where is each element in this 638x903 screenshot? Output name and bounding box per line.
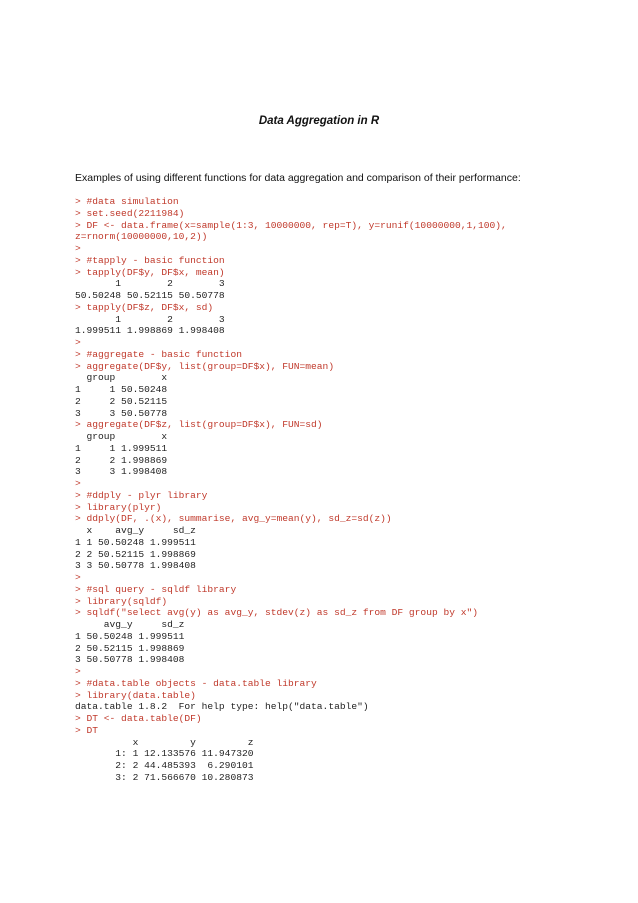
code-output-line: 3: 2 71.566670 10.280873 [75, 771, 254, 783]
code-input-line: > [75, 243, 81, 254]
code-input-line: > DT [75, 724, 99, 736]
code-output-line: 3 3 50.50778 [75, 407, 168, 419]
code-input-line: > #tapply - basic function [75, 254, 225, 266]
document-title: Data Aggregation in R [258, 115, 380, 127]
code-input-line: > [75, 478, 81, 489]
code-input-line: > aggregate(DF$y, list(group=DF$x), FUN=mean) [75, 360, 335, 372]
code-output-line: x avg_y sd_z [75, 525, 196, 536]
r-console-code-block [75, 196, 595, 784]
code-input-line: > #aggregate - basic function [75, 348, 242, 360]
intro-paragraph: Examples of using different functions for data aggregation and comparison of their performance: [75, 172, 521, 184]
code-output-line: 1 50.50248 1.999511 [75, 630, 185, 642]
code-output-line: 3 3 1.998408 [75, 466, 168, 478]
code-input-line: > aggregate(DF$z, list(group=DF$x), FUN=sd) [75, 419, 323, 431]
code-input-line: > #data.table objects - data.table library [75, 677, 317, 689]
code-output-line: 1 2 3 [75, 278, 225, 290]
code-input-line: > library(sqldf) [75, 595, 168, 607]
code-input-line: > #ddply - plyr library [75, 489, 208, 501]
code-input-line: > tapply(DF$y, DF$x, mean) [75, 266, 225, 278]
code-output-line: 2 2 1.998869 [75, 454, 168, 466]
code-input-line: z=rnorm(10000000,10,2)) [75, 231, 208, 243]
code-input-line: > DF <- data.frame(x=sample(1:3, 10000000, rep=T), y=runif(10000000,1,100), [75, 219, 507, 231]
code-output-line: 3 50.50778 1.998408 [75, 654, 185, 666]
code-input-line: > library(data.table) [75, 689, 196, 701]
code-output-line: 1 1 50.50248 [75, 384, 168, 395]
code-output-line: avg_y sd_z [75, 619, 185, 630]
code-output-line: 2 2 50.52115 [75, 395, 168, 407]
code-output-line: group x [75, 431, 168, 442]
code-output-line: 1.999511 1.998869 1.998408 [75, 325, 225, 337]
code-output-line: group x [75, 372, 168, 384]
code-input-line: > [75, 666, 81, 677]
code-output-line: data.table 1.8.2 For help type: help("data.table") [75, 701, 369, 713]
code-output-line: 50.50248 50.52115 50.50778 [75, 290, 225, 301]
code-output-line: 1 1 1.999511 [75, 442, 168, 454]
code-input-line: > ddply(DF, .(x), summarise, avg_y=mean(y), sd_z=sd(z)) [75, 513, 392, 525]
code-input-line: > [75, 572, 81, 583]
code-input-line: > [75, 337, 81, 348]
code-output-line: 3 3 50.50778 1.998408 [75, 560, 196, 572]
code-input-line: > sqldf("select avg(y) as avg_y, stdev(z) as sd_z from DF group by x") [75, 607, 479, 619]
code-output-line: 1 1 50.50248 1.999511 [75, 536, 196, 548]
code-output-line: x y z [75, 736, 254, 748]
code-output-line: 2 2 50.52115 1.998869 [75, 548, 196, 560]
code-input-line: > #sql query - sqldf library [75, 583, 237, 595]
code-input-line: > set.seed(2211984) [75, 207, 185, 219]
code-input-line: > tapply(DF$z, DF$x, sd) [75, 301, 214, 313]
code-output-line: 1 2 3 [75, 313, 225, 325]
code-input-line: > DT <- data.table(DF) [75, 713, 202, 724]
code-input-line: > library(plyr) [75, 501, 162, 513]
code-input-line: > #data simulation [75, 196, 179, 207]
code-output-line: 1: 1 12.133576 11.947320 [75, 748, 254, 760]
code-output-line: 2: 2 44.485393 6.290101 [75, 760, 254, 771]
code-output-line: 2 50.52115 1.998869 [75, 642, 185, 654]
